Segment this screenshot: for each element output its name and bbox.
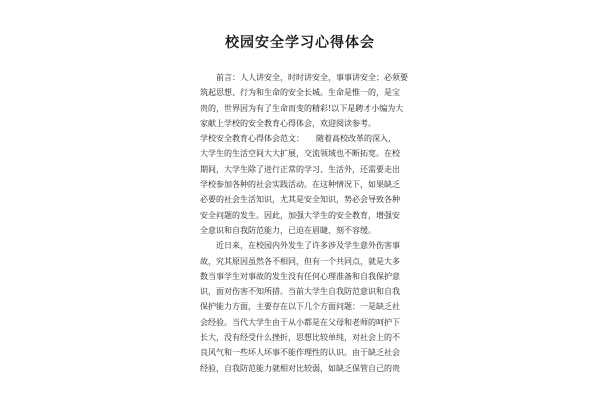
text-line: 长大，没有经受什么挫折，思想比较单纯，对社会上的不 <box>200 333 400 343</box>
text-line: 学校安全教育心得体会范文： 随着高校改革的深入， <box>200 134 396 144</box>
text-line: 大学生的生活空间大大扩展，交流领域也不断拓宽。在校 <box>200 149 400 159</box>
text-line: 安全问题的发生。因此，加强大学生的安全教育，增强安 <box>200 210 400 220</box>
text-line: 故，究其原因虽然各不相同，但有一个共同点，就是大多 <box>200 256 400 266</box>
document-title: 校园安全学习心得体会 <box>225 35 375 51</box>
text-line: 经验，自我防范能力就相对比较弱，如缺乏保管自己的贵 <box>200 363 400 373</box>
text-line: 家献上学校的安全教育心得体会，欢迎阅读参考。 <box>200 118 376 128</box>
text-line: 近日来，在校园内外发生了许多涉及学生意外伤害事 <box>216 241 400 251</box>
text-line: 全意识和自我防范能力，已迫在眉睫、刻不容缓。 <box>200 225 376 235</box>
text-line: 识，面对伤害不知所措。当前大学生自我防范意识和自我 <box>200 287 400 297</box>
text-line: 贵的，世界因为有了生命而变的精彩!以下是聘才小编为大 <box>200 103 404 113</box>
text-line: 数当事学生对事故的发生没有任何心理准备和自我保护意 <box>200 271 400 281</box>
text-line: 筑起思想、行为和生命的安全长城。生命是惟一的，是宝 <box>200 88 400 98</box>
text-line: 必要的社会生活知识，尤其是安全知识，势必会导致各种 <box>200 195 400 205</box>
text-line: 学校参加各种的社会实践活动。在这种情况下，如果缺乏 <box>200 180 400 190</box>
document-body <box>200 70 408 376</box>
text-line: 期间，大学生除了进行正常的学习、生活外，还需要走出 <box>200 164 400 174</box>
text-line: 会经验。当代大学生由于从小都是在父母和老师的呵护下 <box>200 317 400 327</box>
text-line: 良风气和一些坏人坏事不能作理性的认识。由于缺乏社会 <box>200 348 400 358</box>
text-line: 前言：人人讲安全，时时讲安全，事事讲安全；必须要 <box>216 73 408 82</box>
text-line: 保护能力方面，主要存在以下几个方面问题：一是缺乏社 <box>200 302 400 312</box>
